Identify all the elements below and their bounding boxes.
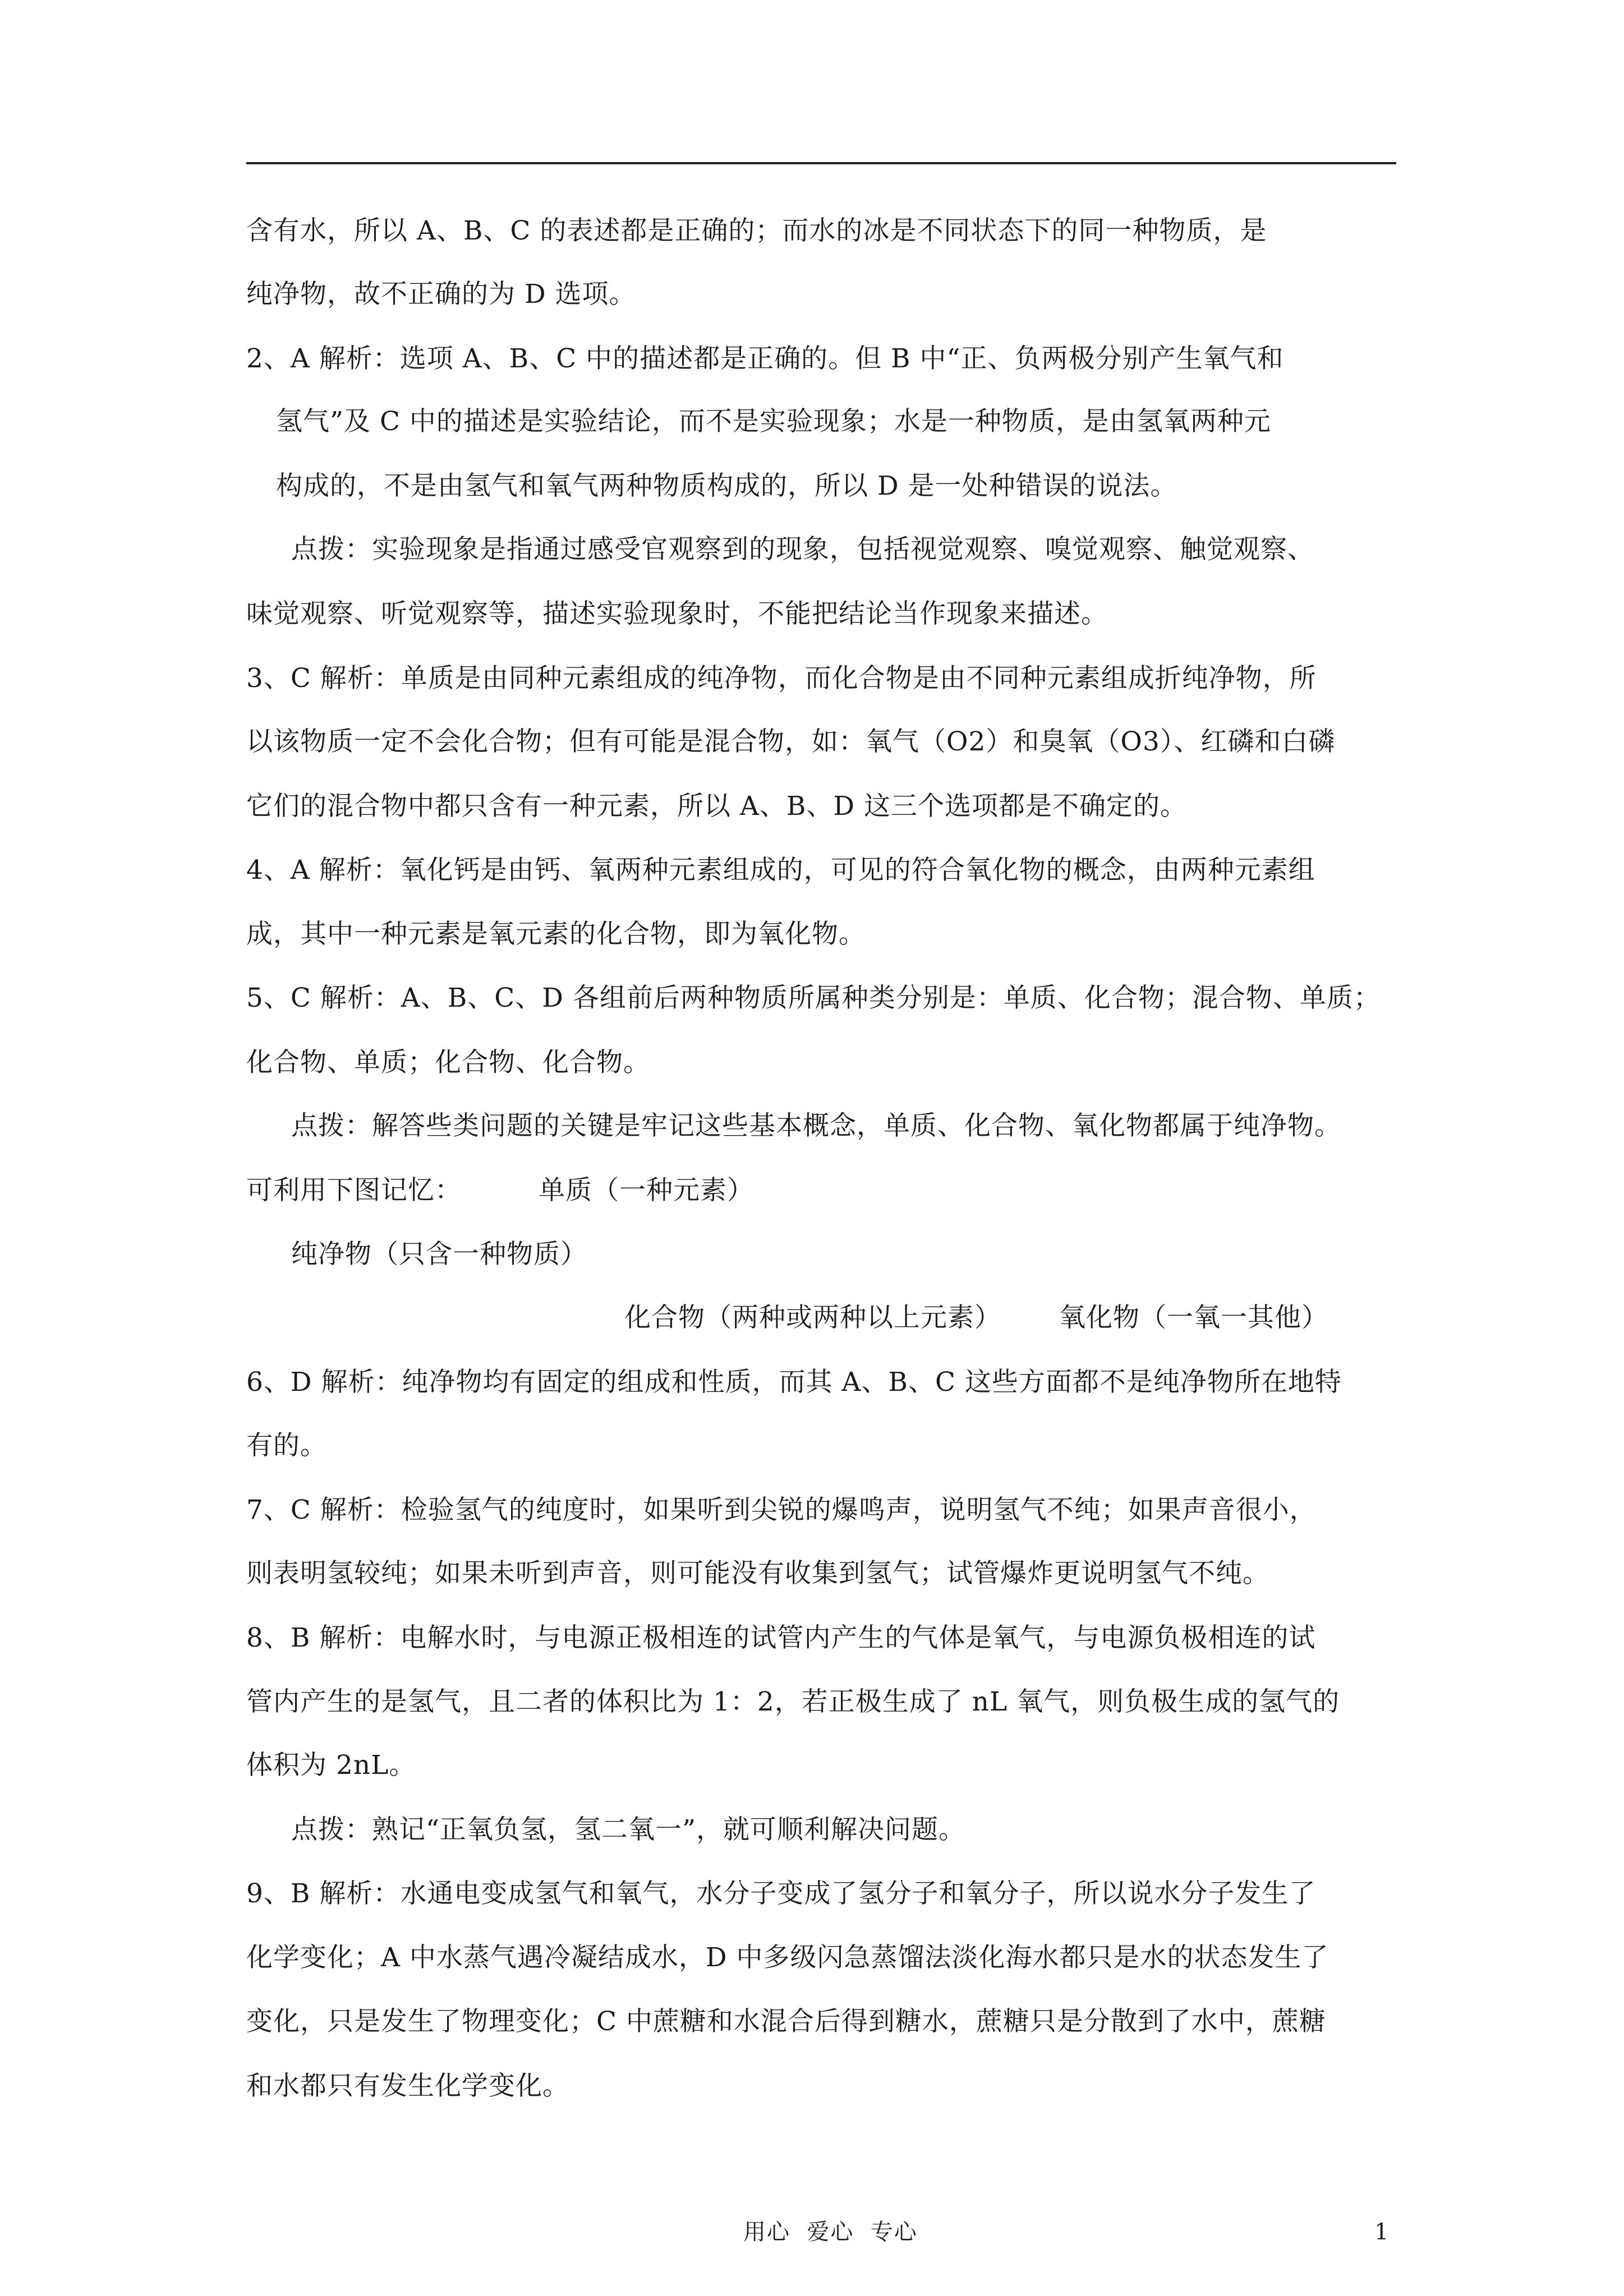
text-line: 点拨：解答些类问题的关键是牢记这些基本概念，单质、化合物、氧化物都属于纯净物。 (291, 1110, 1341, 1141)
text-line: 化学变化；A 中水蒸气遇冷凝结成水，D 中多级闪急蒸馏法淡化海水都只是水的状态发生了 (246, 1942, 1329, 1973)
text-line: 6、D 解析：纯净物均有固定的组成和性质，而其 A、B、C 这些方面都不是纯净物所在地特 (246, 1367, 1342, 1398)
text-line: 氢气”及 C 中的描述是实验结论，而不是实验现象；水是一种物质，是由氢氧两种元 (276, 406, 1271, 437)
text-line: 它们的混合物中都只含有一种元素，所以 A、B、D 这三个选项都是不确定的。 (246, 791, 1188, 822)
text-line: 变化，只是发生了物理变化；C 中蔗糖和水混合后得到糖水，蔗糖只是分散到了水中，蔗糖 (246, 2006, 1326, 2037)
text-line: 5、C 解析：A、B、C、D 各组前后两种物质所属种类分别是：单质、化合物；混合物、单质； (246, 983, 1381, 1013)
text-line: 有的。 (246, 1430, 327, 1461)
text-line: 则表明氢较纯；如果未听到声音，则可能没有收集到氢气；试管爆炸更说明氢气不纯。 (246, 1558, 1269, 1589)
footer-text: 用心 爱心 专心 (743, 2219, 918, 2245)
page-footer (0, 2215, 1624, 2249)
text-line: 点拨：实验现象是指通过感受官观察到的现象，包括视觉观察、嗅觉观察、触觉观察、 (291, 534, 1314, 565)
text-line: 以该物质一定不会化合物；但有可能是混合物，如：氧气（O2）和臭氧（O3）、红磷和白磷 (246, 726, 1336, 757)
text-line: 2、A 解析：选项 A、B、C 中的描述都是正确的。但 B 中“正、负两极分别产生氧气和 (246, 343, 1284, 374)
text-line: 可利用下图记忆： (246, 1175, 462, 1206)
diagram-label-element: 单质（一种元素） (539, 1175, 754, 1206)
text-line: 化合物、单质；化合物、化合物。 (246, 1047, 650, 1078)
text-line: 8、B 解析：电解水时，与电源正极相连的试管内产生的气体是氧气，与电源负极相连的试 (246, 1622, 1316, 1653)
text-line: 构成的，不是由氢气和氧气两种物质构成的，所以 D 是一处种错误的说法。 (276, 471, 1177, 501)
text-line: 3、C 解析：单质是由同种元素组成的纯净物，而化合物是由不同种元素组成折纯净物，所 (246, 663, 1317, 694)
diagram-label-oxide: 氧化物（一氧一其他） (1059, 1302, 1328, 1333)
text-line: 管内产生的是氢气，且二者的体积比为 1：2，若正极生成了 nL 氧气，则负极生成的氢气的 (246, 1686, 1340, 1717)
text-line: 9、B 解析：水通电变成氢气和氧气，水分子变成了氢分子和氧分子，所以说水分子发生了 (246, 1878, 1316, 1909)
text-line: 纯净物，故不正确的为 D 选项。 (246, 279, 636, 310)
text-line: 7、C 解析：检验氢气的纯度时，如果听到尖锐的爆鸣声，说明氢气不纯；如果声音很小， (246, 1495, 1317, 1525)
text-line: 点拨：熟记“正氧负氢，氢二氧一”，就可顺利解决问题。 (291, 1814, 966, 1845)
header-rule (246, 162, 1396, 164)
page-number: 1 (1374, 2219, 1389, 2245)
text-line: 味觉观察、听觉观察等，描述实验现象时，不能把结论当作现象来描述。 (246, 598, 1108, 629)
diagram-label-pure-substance: 纯净物（只含一种物质） (291, 1239, 587, 1270)
text-line: 成，其中一种元素是氧元素的化合物，即为氧化物。 (246, 919, 866, 949)
text-line: 和水都只有发生化学变化。 (246, 2071, 569, 2101)
text-line: 含有水，所以 A、B、C 的表述都是正确的；而水的冰是不同状态下的同一种物质，是 (246, 215, 1267, 246)
text-line: 体积为 2nL。 (246, 1750, 416, 1781)
diagram-label-compound: 化合物（两种或两种以上元素） (624, 1302, 1001, 1333)
text-line: 4、A 解析：氧化钙是由钙、氧两种元素组成的，可见的符合氧化物的概念，由两种元素组 (246, 855, 1315, 886)
